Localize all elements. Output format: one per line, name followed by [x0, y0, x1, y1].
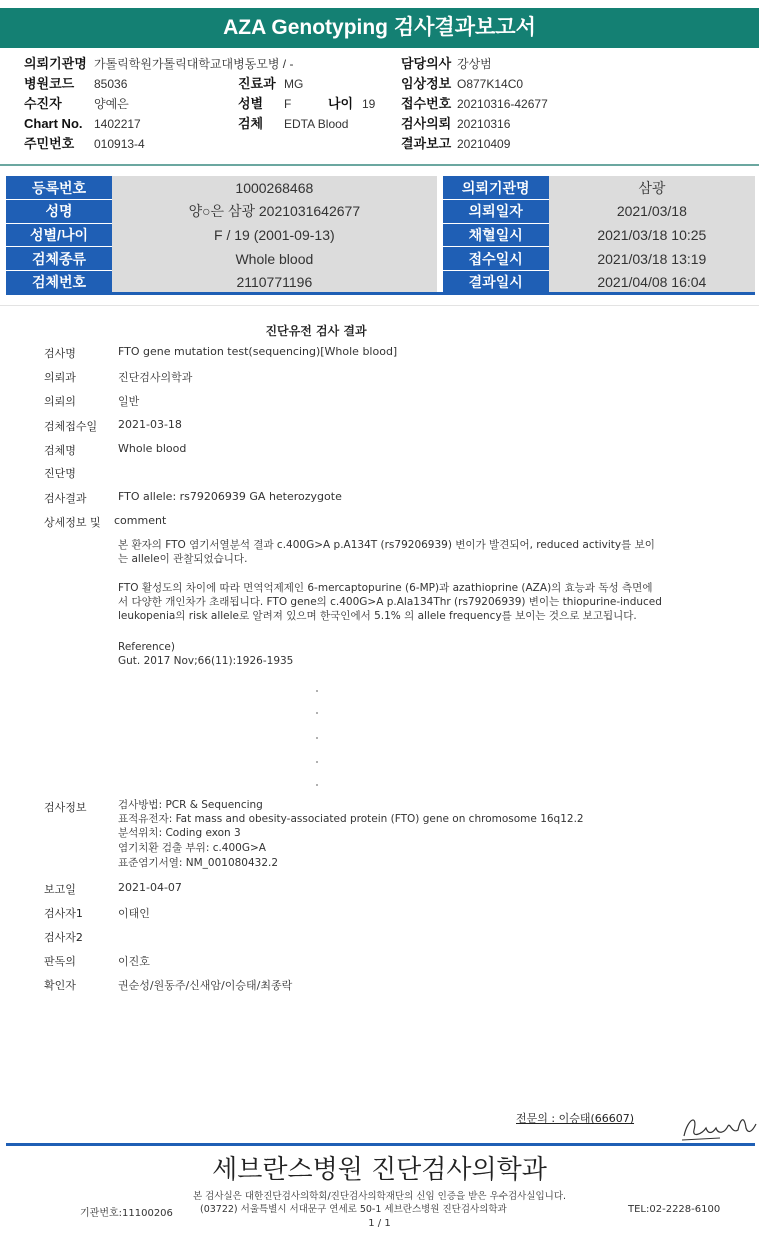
result-key: 상세정보 및: [44, 516, 101, 529]
patient-key: 접수일시: [443, 247, 549, 271]
footer-divider: [6, 1143, 755, 1146]
patient-value: 1000268468: [112, 176, 437, 200]
dot-marker: [316, 712, 318, 714]
header-key-age: 나이: [328, 96, 354, 111]
result-key: 검체접수일: [44, 420, 98, 433]
result-value: 이태인: [118, 907, 150, 920]
header-value: 20210316: [457, 117, 511, 131]
dot-marker: [316, 690, 318, 692]
table-row: [6, 270, 755, 294]
patient-summary-table: [6, 176, 755, 294]
table-bottom-rule: [6, 292, 755, 295]
section-divider: [0, 305, 759, 306]
header-key: 담당의사: [401, 56, 452, 71]
result-value: comment: [114, 514, 167, 527]
patient-value: 2021/04/08 16:04: [549, 270, 755, 294]
comment-line: FTO 활성도의 차이에 따라 면역억제제인 6-mercaptopurine (6-MP)과 azathioprine (AZA)의 효능과 독성 측면에: [118, 582, 653, 594]
dot-marker: [316, 784, 318, 786]
page-number: 1 / 1: [368, 1218, 391, 1229]
patient-key: 성명: [6, 200, 112, 224]
result-value: FTO allele: rs79206939 GA heterozygote: [118, 490, 342, 503]
reference-citation: Gut. 2017 Nov;66(11):1926-1935: [118, 655, 294, 667]
result-value: 일반: [118, 395, 140, 408]
patient-value: 삼광: [549, 176, 755, 200]
result-key: 검사자2: [44, 931, 83, 944]
info-line: 표적유전자: Fat mass and obesity-associated protein (FTO) gene on chromosome 16q12.2: [118, 813, 584, 825]
header-key: 결과보고: [401, 136, 452, 151]
footer-hospital-name: 세브란스병원 진단검사의학과: [212, 1155, 547, 1185]
header-value: F: [284, 97, 292, 111]
result-key: 의뢰과: [44, 371, 76, 384]
header-col2: [238, 74, 375, 134]
result-key: 검사명: [44, 347, 76, 360]
result-key: 검체명: [44, 444, 76, 457]
patient-key: 의뢰기관명: [443, 176, 549, 200]
patient-value: 2021/03/18: [549, 200, 755, 224]
info-line: 염기치환 검출 부위: c.400G>A: [118, 842, 266, 854]
info-line: 검사방법: PCR & Sequencing: [118, 799, 263, 811]
result-value: 진단검사의학과: [118, 371, 193, 384]
header-value: O877K14C0: [457, 77, 524, 91]
header-key: Chart No.: [24, 116, 83, 131]
header-divider: [0, 164, 759, 166]
patient-value: 양○은 삼광 2021031642677: [112, 200, 437, 224]
comment-paragraph-1: [118, 538, 698, 566]
header-value: 양예은: [94, 97, 129, 111]
dot-marker: [316, 761, 318, 763]
footer-telephone: TEL:02-2228-6100: [628, 1204, 721, 1215]
result-value: 권순성/원동주/신새암/이승태/최종락: [118, 979, 293, 992]
header-value-age: 19: [362, 97, 376, 111]
header-value: 20210409: [457, 137, 511, 151]
patient-key: 검체번호: [6, 270, 112, 294]
header-key: 성별: [238, 96, 264, 111]
reference-label: Reference): [118, 641, 175, 653]
patient-value: Whole blood: [112, 247, 437, 271]
patient-key: 채혈일시: [443, 223, 549, 247]
header-key: 주민번호: [24, 136, 75, 151]
header-value: 1402217: [94, 117, 141, 131]
header-key: 임상정보: [401, 76, 452, 91]
comment-line: 는 allele이 관찰되었습니다.: [118, 553, 248, 565]
signature-image: [680, 1104, 758, 1144]
header-key: 검사의뢰: [401, 116, 452, 131]
section-title: 진단유전 검사 결과: [265, 324, 367, 338]
footer-certification: 본 검사실은 대한진단검사의학회/진단검사의학재단의 신임 인증을 받은 우수검사실입니다.: [192, 1191, 567, 1202]
patient-key: 성별/나이: [6, 223, 112, 247]
patient-key: 검체종류: [6, 247, 112, 271]
table-row: [6, 176, 755, 200]
info-line: 분석위치: Coding exon 3: [118, 827, 241, 839]
comment-line: 본 환자의 FTO 염기서열분석 결과 c.400G>A p.A134T (rs79206939) 변이가 발견되어, reduced activity를 보이: [118, 539, 655, 551]
header-key: 접수번호: [401, 96, 452, 111]
report-title: AZA Genotyping 검사결과보고서: [0, 8, 759, 48]
header-value: 85036: [94, 77, 128, 91]
header-key: 병원코드: [24, 76, 75, 91]
header-value: EDTA Blood: [284, 117, 349, 131]
patient-value: 2021/03/18 13:19: [549, 247, 755, 271]
result-value: 2021-04-07: [118, 881, 182, 894]
header-value: 가톨릭학원가톨릭대학교대병동모병 / -: [94, 57, 294, 71]
patient-value: F / 19 (2001-09-13): [112, 223, 437, 247]
result-value: FTO gene mutation test(sequencing)[Whole blood]: [118, 345, 398, 358]
table-row: [6, 200, 755, 224]
result-key: 의뢰의: [44, 395, 76, 408]
result-key: 검사결과: [44, 492, 87, 505]
reference-block: [118, 640, 698, 668]
dot-marker: [316, 737, 318, 739]
result-value: Whole blood: [118, 442, 187, 455]
footer-institution-code: 기관번호:11100206: [80, 1208, 173, 1219]
patient-value: 2021/03/18 10:25: [549, 223, 755, 247]
result-key: 진단명: [44, 467, 76, 480]
patient-value: 2110771196: [112, 270, 437, 294]
patient-key: 의뢰일자: [443, 200, 549, 224]
header-value: MG: [284, 77, 304, 91]
header-col3: [401, 54, 548, 154]
result-key: 검사정보: [44, 801, 87, 814]
comment-line: leukopenia의 risk allele로 알려져 있으며 한국인에서 5.1% 의 allele frequency를 보이는 것으로 보고됩니다.: [118, 610, 637, 622]
footer-address: (03722) 서울특별시 서대문구 연세로 50-1 세브란스병원 진단검사의학과: [200, 1204, 507, 1215]
result-key: 판독의: [44, 955, 76, 968]
table-row: [6, 247, 755, 271]
comment-line: 서 다양한 개인차가 초래됩니다. FTO gene의 c.400G>A p.Ala134Thr (rs79206939) 변이는 thiopurine-induced: [118, 596, 662, 608]
patient-key: 등록번호: [6, 176, 112, 200]
specialist-contact: 전문의 : 이승태(66607): [516, 1112, 635, 1125]
header-value: 010913-4: [94, 137, 145, 151]
comment-paragraph-2: [118, 581, 698, 623]
header-value: 20210316-42677: [457, 97, 548, 111]
header-key: 수진자: [24, 96, 62, 111]
result-value: 2021-03-18: [118, 418, 182, 431]
header-key: 의뢰기관명: [24, 56, 87, 71]
header-value: 강상범: [457, 57, 492, 71]
info-line: 표준염기서열: NM_001080432.2: [118, 857, 279, 869]
result-key: 확인자: [44, 979, 76, 992]
result-key: 보고일: [44, 883, 76, 896]
table-row: [6, 223, 755, 247]
header-key: 검체: [238, 116, 264, 131]
result-value: 이진호: [118, 955, 150, 968]
result-key: 검사자1: [44, 907, 83, 920]
patient-key: 결과일시: [443, 270, 549, 294]
header-key: 진료과: [238, 76, 276, 91]
